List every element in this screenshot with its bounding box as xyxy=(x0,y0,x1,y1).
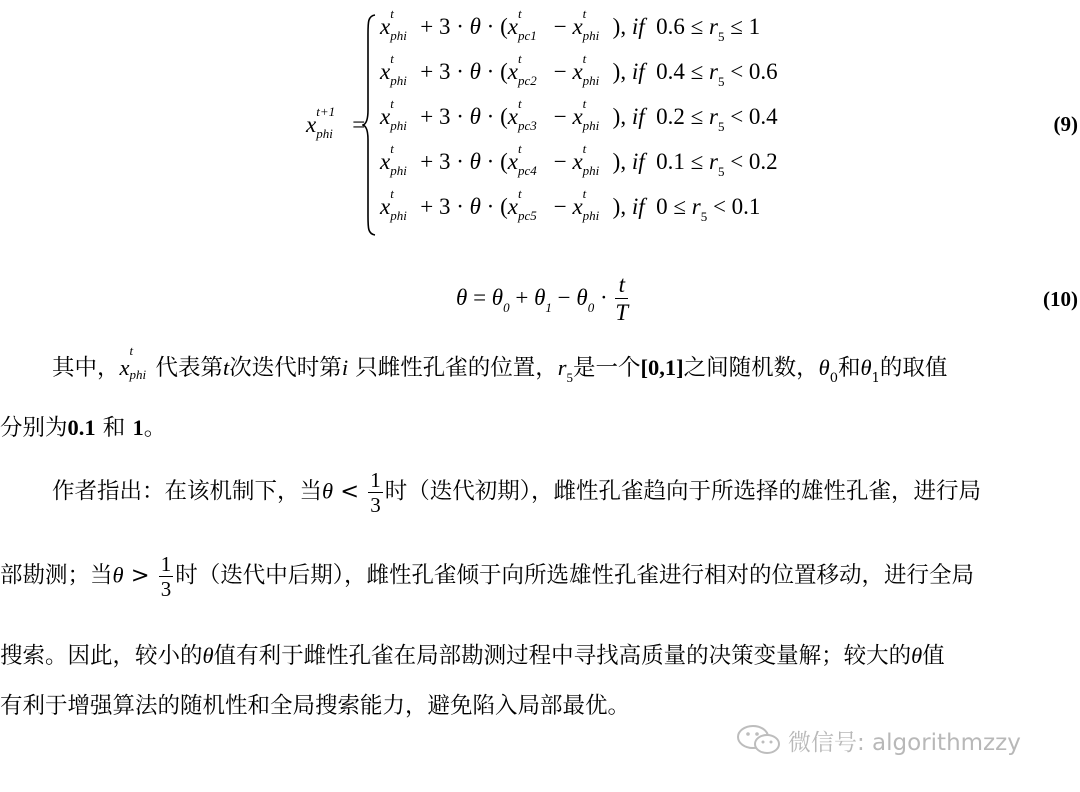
equation-9-case-row: x t phi + 3 · θ · (x t pc2 − x t phi ), if $0.4 \le r_5 < 0.6$ xyxy=(380,51,778,89)
equation-9-case-row: x t phi + 3 · θ · (x t pc5 − x t phi ), if $0 \le r_5 < 0.1$ xyxy=(380,186,761,224)
paragraph-1-line-2: 分别为0.1 和 1。 xyxy=(0,415,167,441)
watermark-text: 微信号: algorithmzzy xyxy=(788,729,1021,756)
equation-9-case-row: x t phi + 3 · θ · (x t pc3 − x t phi ), if $0.2 \le r_5 < 0.4$ xyxy=(380,96,778,134)
equation-10-number: (10) xyxy=(1043,287,1078,311)
fraction-one-third: $\frac{1}{3}$ xyxy=(370,468,381,517)
equation-9-lhs: x t+1 phi = xyxy=(306,104,366,141)
equation-9 xyxy=(0,0,1080,245)
fraction-one-third: $\frac{1}{3}$ xyxy=(160,552,172,601)
equation-9-case-row: x t phi + 3 · θ · (x t pc4 − x t phi ), if $0.1 \le r_5 < 0.2$ xyxy=(380,141,778,179)
equation-9-number: (9) xyxy=(1053,112,1078,136)
paragraph-1-line-1: 其中，x t phi 代表第t次迭代时第i 只雌性孔雀的位置，$r_5$是一个[0,1]之间随机数，$\theta_0$和$\theta_1$的取值 xyxy=(52,343,948,386)
equation-9-case-row: x t phi + 3 · θ · (x t pc1 − x t phi ), if $0.6 \le r_5 \le 1$ xyxy=(380,6,761,44)
equation-10-fraction: $\frac{t}{T}$ xyxy=(615,272,629,325)
paragraph-2-line-3: 搜索。因此，较小的θ值有利于雌性孔雀在局部勘测过程中寻找高质量的决策变量解；较大的θ值 xyxy=(0,643,945,669)
equation-10: $\theta = \theta_0 + \theta_1 - \theta_0$ · $\frac{t}{T}$ xyxy=(456,272,629,325)
watermark xyxy=(736,722,1021,758)
paragraph-2-line-4: 有利于增强算法的随机性和全局搜索能力，避免陷入局部最优。 xyxy=(0,693,631,719)
paragraph-2-line-1: 作者指出：在该机制下，当θ < $\frac{1}{3}$ 时（迭代初期），雌性孔雀趋向于所选择的雄性孔雀，进行局 xyxy=(52,468,982,517)
wechat-icon xyxy=(736,723,782,757)
paragraph-2-line-2: 部勘测；当θ > $\frac{1}{3}$ 时（迭代中后期），雌性孔雀倾于向所选雄性孔雀进行相对的位置移动，进行全局 xyxy=(0,552,975,601)
left-brace xyxy=(362,14,376,236)
